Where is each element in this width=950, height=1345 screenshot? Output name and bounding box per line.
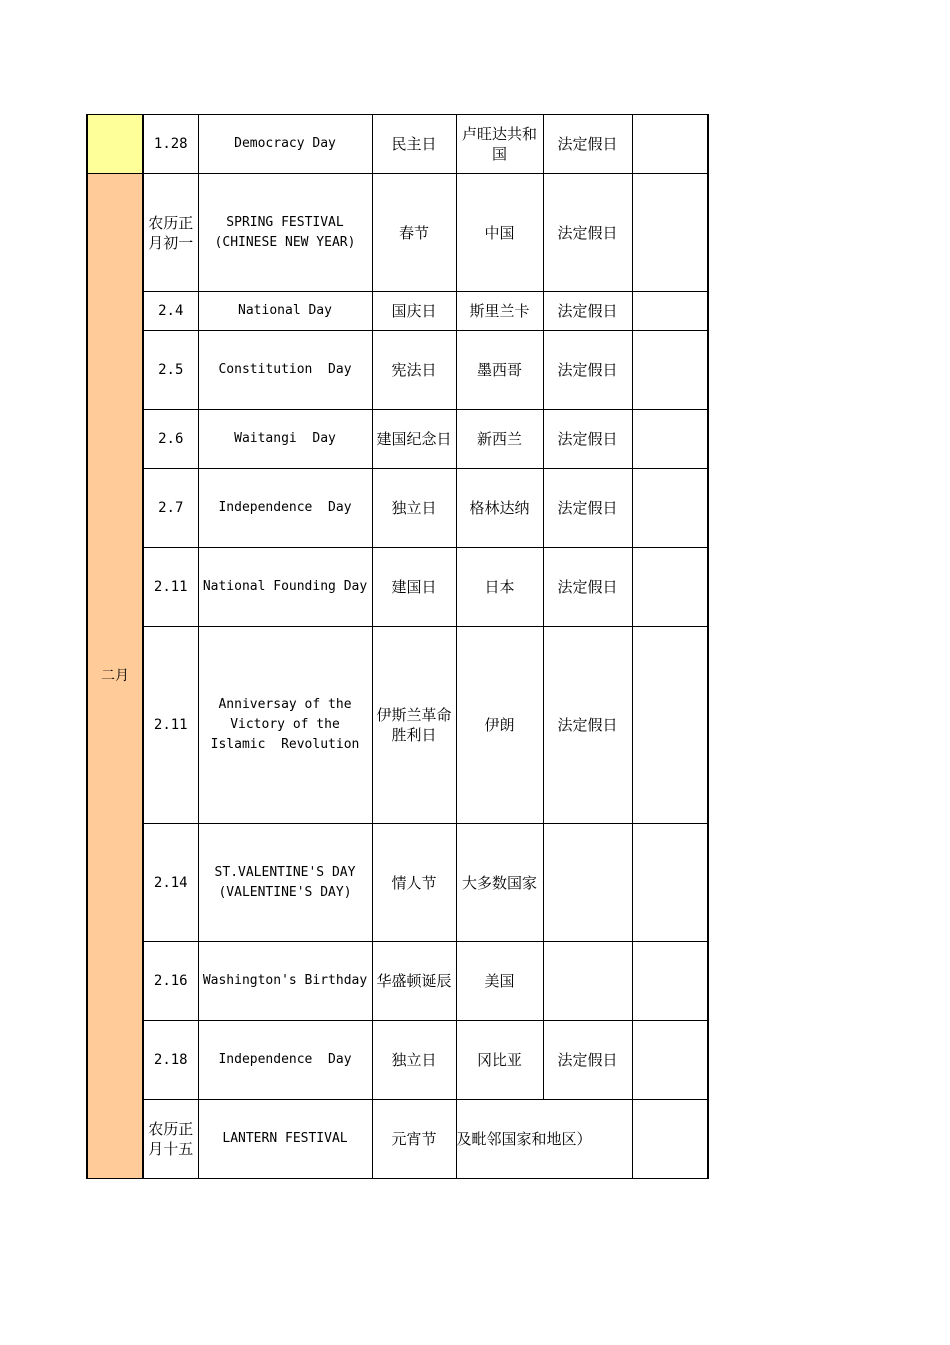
country-cell: 美国: [456, 942, 543, 1021]
month-cell-february: 二月: [87, 174, 143, 1179]
note-cell: [632, 627, 708, 824]
english-name-cell: Independence Day: [198, 469, 372, 548]
holiday-type-cell: 法定假日: [543, 469, 632, 548]
chinese-name-cell: 情人节: [372, 824, 456, 942]
note-cell: [632, 174, 708, 292]
date-cell: 2.11: [143, 548, 198, 627]
holiday-type-cell: 法定假日: [543, 174, 632, 292]
date-cell: 2.5: [143, 331, 198, 410]
chinese-name-cell: 建国纪念日: [372, 410, 456, 469]
country-cell: 格林达纳: [456, 469, 543, 548]
table-row: [87, 174, 708, 292]
country-cell: 大多数国家: [456, 824, 543, 942]
english-name-cell: Washington's Birthday: [198, 942, 372, 1021]
table-row: [87, 331, 708, 410]
month-cell-january: [87, 115, 143, 174]
chinese-name-cell: 建国日: [372, 548, 456, 627]
country-cell: 日本: [456, 548, 543, 627]
table-row: [87, 410, 708, 469]
chinese-name-cell: 伊斯兰革命胜利日: [372, 627, 456, 824]
english-name-cell: SPRING FESTIVAL (CHINESE NEW YEAR): [198, 174, 372, 292]
date-cell: 2.11: [143, 627, 198, 824]
table-row: [87, 1021, 708, 1100]
date-cell: 2.7: [143, 469, 198, 548]
date-cell: 农历正月十五: [143, 1100, 198, 1179]
table-row: [87, 942, 708, 1021]
country-cell: 卢旺达共和国: [456, 115, 543, 174]
date-cell: 2.4: [143, 292, 198, 331]
chinese-name-cell: 宪法日: [372, 331, 456, 410]
table-row: [87, 292, 708, 331]
note-cell: [632, 1100, 708, 1179]
table-row: [87, 548, 708, 627]
english-name-cell: National Founding Day: [198, 548, 372, 627]
holiday-type-cell: 法定假日: [543, 292, 632, 331]
holiday-type-cell: [543, 942, 632, 1021]
table-row: [87, 627, 708, 824]
chinese-name-cell: 国庆日: [372, 292, 456, 331]
table-row: [87, 1100, 708, 1179]
chinese-name-cell: 独立日: [372, 469, 456, 548]
note-cell: [632, 824, 708, 942]
country-cell: 新西兰: [456, 410, 543, 469]
country-cell: 伊朗: [456, 627, 543, 824]
note-cell: [632, 942, 708, 1021]
date-cell: 1.28: [143, 115, 198, 174]
english-name-cell: Democracy Day: [198, 115, 372, 174]
date-cell: 2.6: [143, 410, 198, 469]
chinese-name-cell: 民主日: [372, 115, 456, 174]
table-row: [87, 824, 708, 942]
country-cell: 墨西哥: [456, 331, 543, 410]
date-cell: 农历正月初一: [143, 174, 198, 292]
note-cell: [632, 292, 708, 331]
holiday-type-cell: 法定假日: [543, 331, 632, 410]
english-name-cell: National Day: [198, 292, 372, 331]
english-name-cell: Constitution Day: [198, 331, 372, 410]
chinese-name-cell: 华盛顿诞辰: [372, 942, 456, 1021]
holiday-type-cell: 法定假日: [543, 410, 632, 469]
english-name-cell: ST.VALENTINE'S DAY (VALENTINE'S DAY): [198, 824, 372, 942]
note-cell: [632, 115, 708, 174]
date-cell: 2.14: [143, 824, 198, 942]
chinese-name-cell: 元宵节: [372, 1100, 456, 1179]
date-cell: 2.18: [143, 1021, 198, 1100]
table-row: [87, 115, 708, 174]
note-cell: [632, 331, 708, 410]
date-cell: 2.16: [143, 942, 198, 1021]
country-cell: 中国: [456, 174, 543, 292]
holiday-type-cell: [543, 824, 632, 942]
english-name-cell: Waitangi Day: [198, 410, 372, 469]
english-name-cell: Independence Day: [198, 1021, 372, 1100]
note-cell: [632, 548, 708, 627]
note-cell: [632, 469, 708, 548]
holiday-table: [86, 114, 709, 1179]
english-name-cell: Anniversay of the Victory of the Islamic Revolution: [198, 627, 372, 824]
chinese-name-cell: 独立日: [372, 1021, 456, 1100]
country-cell: 冈比亚: [456, 1021, 543, 1100]
country-cell: 及毗邻国家和地区）: [456, 1100, 632, 1179]
english-name-cell: LANTERN FESTIVAL: [198, 1100, 372, 1179]
holiday-type-cell: 法定假日: [543, 548, 632, 627]
note-cell: [632, 410, 708, 469]
note-cell: [632, 1021, 708, 1100]
holiday-type-cell: 法定假日: [543, 627, 632, 824]
holiday-type-cell: 法定假日: [543, 115, 632, 174]
chinese-name-cell: 春节: [372, 174, 456, 292]
holiday-type-cell: 法定假日: [543, 1021, 632, 1100]
table-row: [87, 469, 708, 548]
country-cell: 斯里兰卡: [456, 292, 543, 331]
